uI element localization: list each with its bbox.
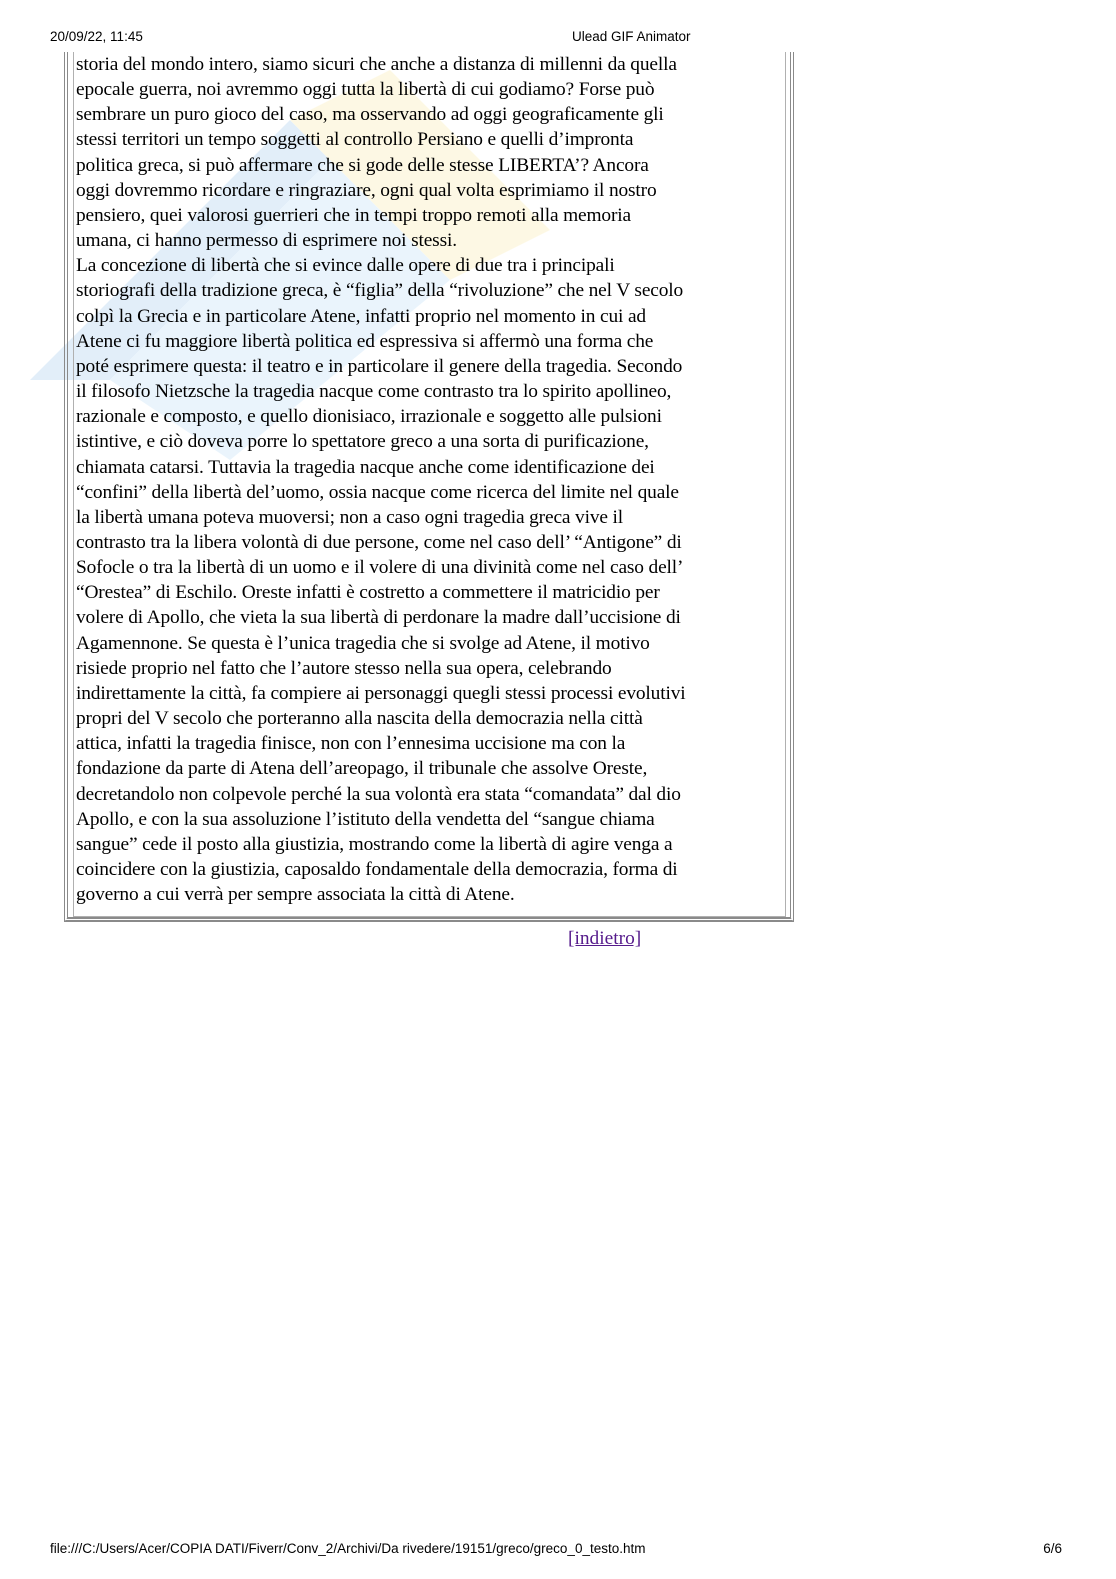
text-line: chiamata catarsi. Tuttavia la tragedia nacque anche come identificazione dei <box>76 456 655 478</box>
text-line: razionale e composto, e quello dionisiaco, irrazionale e soggetto alle pulsioni <box>76 406 662 428</box>
text-line: pensiero, quei valorosi guerrieri che in tempi troppo remoti alla memoria <box>76 204 631 226</box>
article-frame <box>64 52 794 922</box>
text-line: “Orestea” di Eschilo. Oreste infatti è costretto a commettere il matricidio per <box>76 582 660 604</box>
text-line: indirettamente la città, fa compiere ai personaggi quegli stessi processi evolutivi <box>76 682 686 704</box>
text-line: stessi territori un tempo soggetti al controllo Persiano e quelli d’impronta <box>76 129 634 151</box>
text-line: volere di Apollo, che vieta la sua libertà di perdonare la madre dall’uccisione di <box>76 607 681 629</box>
text-line: propri del V secolo che porteranno alla nascita della democrazia nella città <box>76 708 643 730</box>
text-line: Sofocle o tra la libertà di un uomo e il volere di una divinità come nel caso dell’ <box>76 557 684 579</box>
text-line: il filosofo Nietzsche la tragedia nacque come contrasto tra lo spirito apollineo, <box>76 381 672 403</box>
text-line: governo a cui verrà per sempre associata la città di Atene. <box>76 884 515 906</box>
print-footer <box>0 1541 1116 1559</box>
text-line: “confini” della libertà del’uomo, ossia nacque come ricerca del limite nel quale <box>76 481 679 503</box>
text-line: decretandolo non colpevole perché la sua volontà era stata “comandata” dal dio <box>76 783 681 805</box>
text-line: Agamennone. Se questa è l’unica tragedia che si svolge ad Atene, il motivo <box>76 632 650 654</box>
text-line: contrasto tra la libera volontà di due persone, come nel caso dell’ “Antigone” di <box>76 531 682 553</box>
print-header <box>0 29 1116 47</box>
print-url: file:///C:/Users/Acer/COPIA DATI/Fiverr/Conv_2/Archivi/Da rivedere/19151/greco/greco_0_testo.htm <box>50 1541 646 1556</box>
print-page-title: Ulead GIF Animator <box>572 29 691 44</box>
text-line: umana, ci hanno permesso di esprimere noi stessi. <box>76 230 457 252</box>
text-line: attica, infatti la tragedia finisce, non con l’ennesima uccisione ma con la <box>76 733 626 755</box>
text-line: oggi dovremmo ricordare e ringraziare, ogni qual volta esprimiamo il nostro <box>76 179 657 201</box>
text-line: sangue” cede il posto alla giustizia, mostrando come la libertà di agire venga a <box>76 833 673 855</box>
text-line: politica greca, si può affermare che si gode delle stesse LIBERTA’? Ancora <box>76 154 649 176</box>
text-line: Atene ci fu maggiore libertà politica ed espressiva si affermò una forma che <box>76 330 654 352</box>
back-link[interactable]: [indietro] <box>568 928 642 949</box>
text-line: Apollo, e con la sua assoluzione l’istituto della vendetta del “sangue chiama <box>76 808 655 830</box>
print-page-number: 6/6 <box>1043 1541 1062 1556</box>
print-datetime: 20/09/22, 11:45 <box>50 29 143 44</box>
text-line: istintive, e ciò doveva porre lo spettatore greco a una sorta di purificazione, <box>76 431 649 453</box>
text-line: epocale guerra, noi avremmo oggi tutta la libertà di cui godiamo? Forse può <box>76 79 655 101</box>
text-line: La concezione di libertà che si evince dalle opere di due tra i principali <box>76 255 615 277</box>
text-line: fondazione da parte di Atena dell’areopago, il tribunale che assolve Oreste, <box>76 758 648 780</box>
article-text <box>76 52 783 907</box>
text-line: risiede proprio nel fatto che l’autore stesso nella sua opera, celebrando <box>76 657 612 679</box>
article-frame-inner <box>73 52 786 917</box>
text-line: storia del mondo intero, siamo sicuri che anche a distanza di millenni da quella <box>76 54 677 75</box>
text-line: storiografi della tradizione greca, è “figlia” della “rivoluzione” che nel V secolo <box>76 280 684 302</box>
text-line: colpì la Grecia e in particolare Atene, infatti proprio nel momento in cui ad <box>76 305 646 327</box>
text-line: la libertà umana poteva muoversi; non a caso ogni tragedia greca vive il <box>76 506 624 528</box>
text-line: sembrare un puro gioco del caso, ma osservando ad oggi geograficamente gli <box>76 104 664 126</box>
text-line: coincidere con la giustizia, caposaldo fondamentale della democrazia, forma di <box>76 859 678 880</box>
text-line: poté esprimere questa: il teatro e in particolare il genere della tragedia. Secondo <box>76 355 683 377</box>
